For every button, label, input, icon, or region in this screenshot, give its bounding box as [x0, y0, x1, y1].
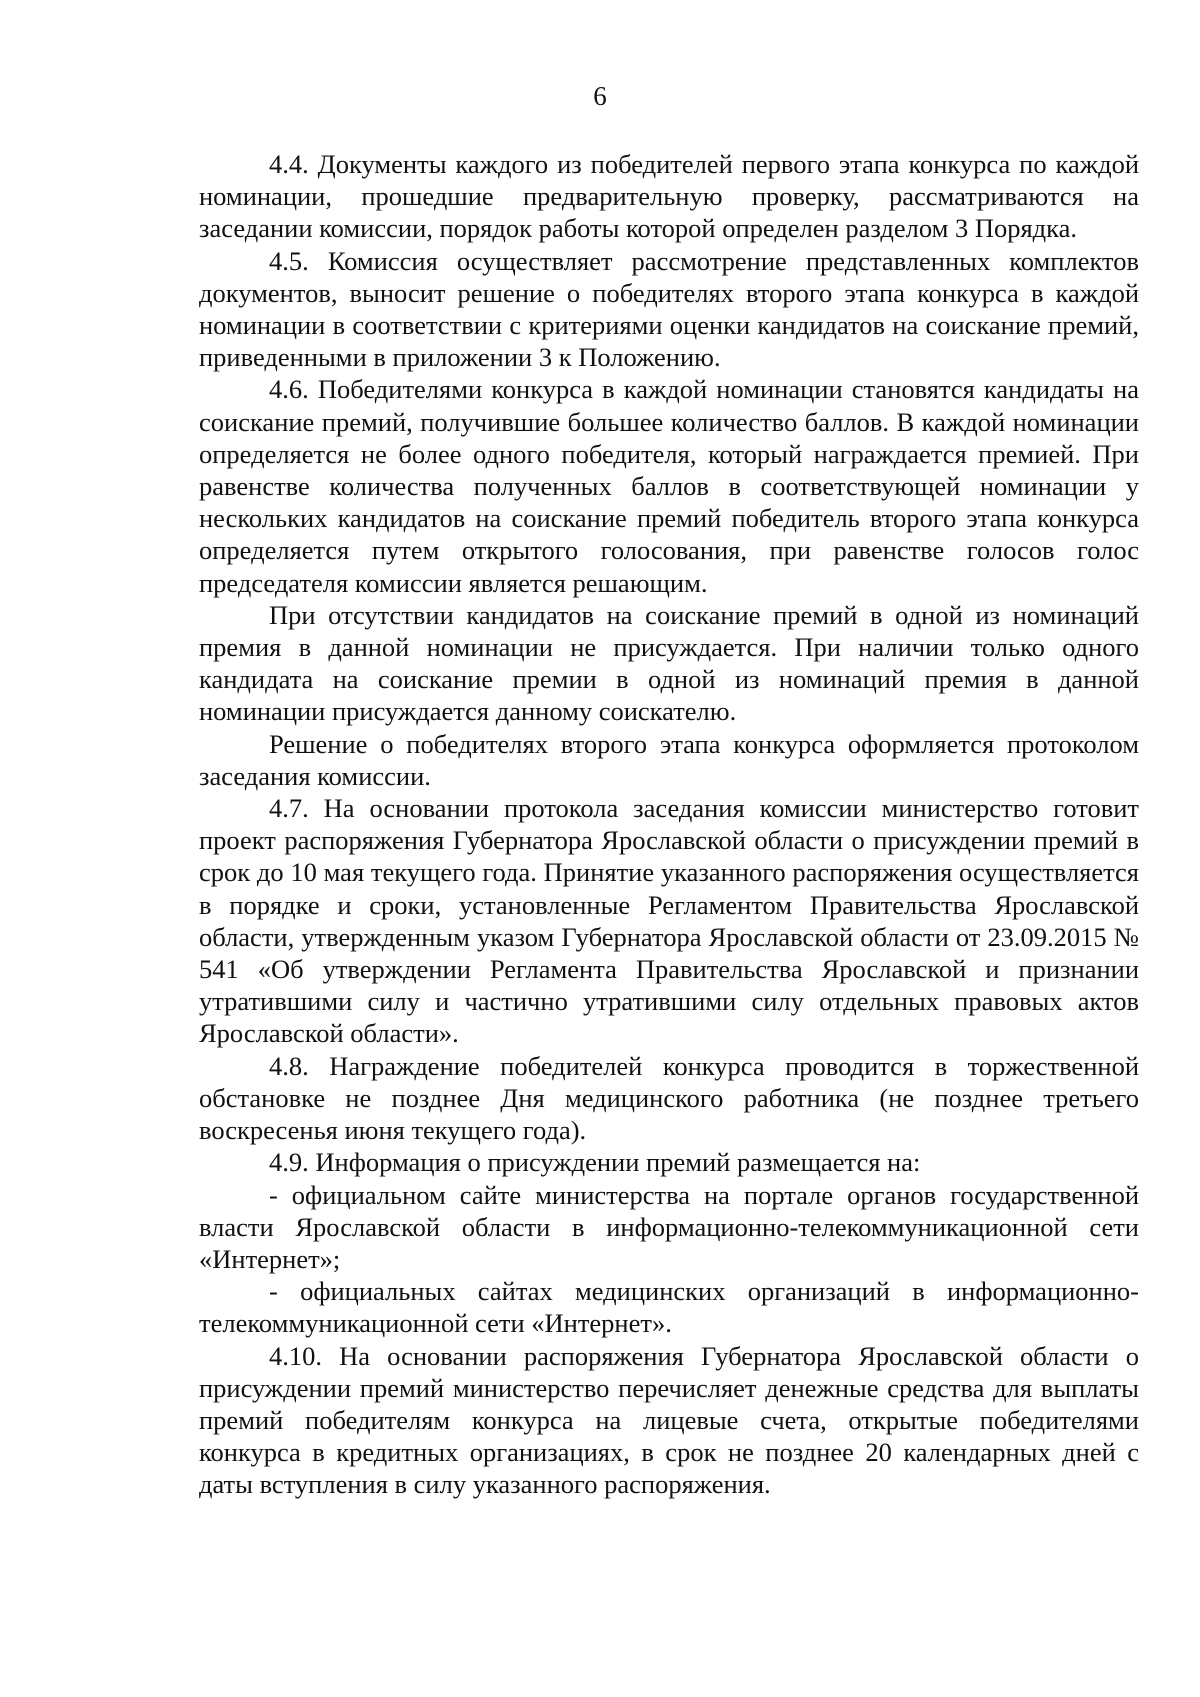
list-item-medical-sites: - официальных сайтах медицинских организаций в информационно-телекоммуникационной сети «Интернет».	[199, 1276, 1139, 1339]
paragraph-4-8: 4.8. Награждение победителей конкурса проводится в торжественной обстановке не позднее Дня медицинского работника (не позднее третьего воскресенья июня текущего года).	[199, 1050, 1139, 1146]
paragraph-4-5: 4.5. Комиссия осуществляет рассмотрение представленных комплектов документов, выносит решение о победителях второго этапа конкурса в каждой номинации в соответствии с критериями оценки кандидатов на соискание премий, приведенными в приложении 3 к Положению.	[199, 245, 1139, 373]
paragraph-4-7: 4.7. На основании протокола заседания комиссии министерство готовит проект распоряжения Губернатора Ярославской области о присуждении премий в срок до 10 мая текущего года. Принятие указанного распоряжения осуществляется в порядке и сроки, установленные Регламентом Правительства Ярославской области, утвержденным указом Губернатора Ярославской области от 23.09.2015 № 541 «Об утверждении Регламента Правительства Ярославской и признании утратившими силу и частично утратившими силу отдельных правовых актов Ярославской области».	[199, 793, 1139, 1049]
paragraph-4-6: 4.6. Победителями конкурса в каждой номинации становятся кандидаты на соискание премий, получившие большее количество баллов. В каждой номинации определяется не более одного победителя, который награждается премией. При равенстве количества полученных баллов в соответствующей номинации у нескольких кандидатов на соискание премий победитель второго этапа конкурса определяется путем открытого голосования, при равенстве голосов голос председателя комиссии является решающим.	[199, 374, 1139, 598]
paragraph-4-4: 4.4. Документы каждого из победителей первого этапа конкурса по каждой номинации, прошедшие предварительную проверку, рассматриваются на заседании комиссии, порядок работы которой определен разделом 3 Порядка.	[199, 149, 1139, 244]
page-number: 6	[593, 81, 607, 111]
paragraph-4-10: 4.10. На основании распоряжения Губернатора Ярославской области о присуждении премий министерство перечисляет денежные средства для выплаты премий победителям конкурса на лицевые счета, открытые победителями конкурса в кредитных организациях, в срок не позднее 20 календарных дней с даты вступления в силу указанного распоряжения.	[199, 1340, 1139, 1500]
paragraph-decision: Решение о победителях второго этапа конкурса оформляется протоколом заседания комиссии.	[199, 728, 1139, 791]
paragraph-no-candidates: При отсутствии кандидатов на соискание премий в одной из номинаций премия в данной номинации не присуждается. При наличии только одного кандидата на соискание премии в одной из номинаций премия в данной номинации присуждается данному соискателю.	[199, 599, 1139, 727]
list-item-ministry-site: - официальном сайте министерства на портале органов государственной власти Ярославской области в информационно-телекоммуникационной сети «Интернет»;	[199, 1179, 1139, 1274]
document-body	[199, 148, 1139, 1501]
paragraph-4-9: 4.9. Информация о присуждении премий размещается на:	[269, 1147, 921, 1178]
